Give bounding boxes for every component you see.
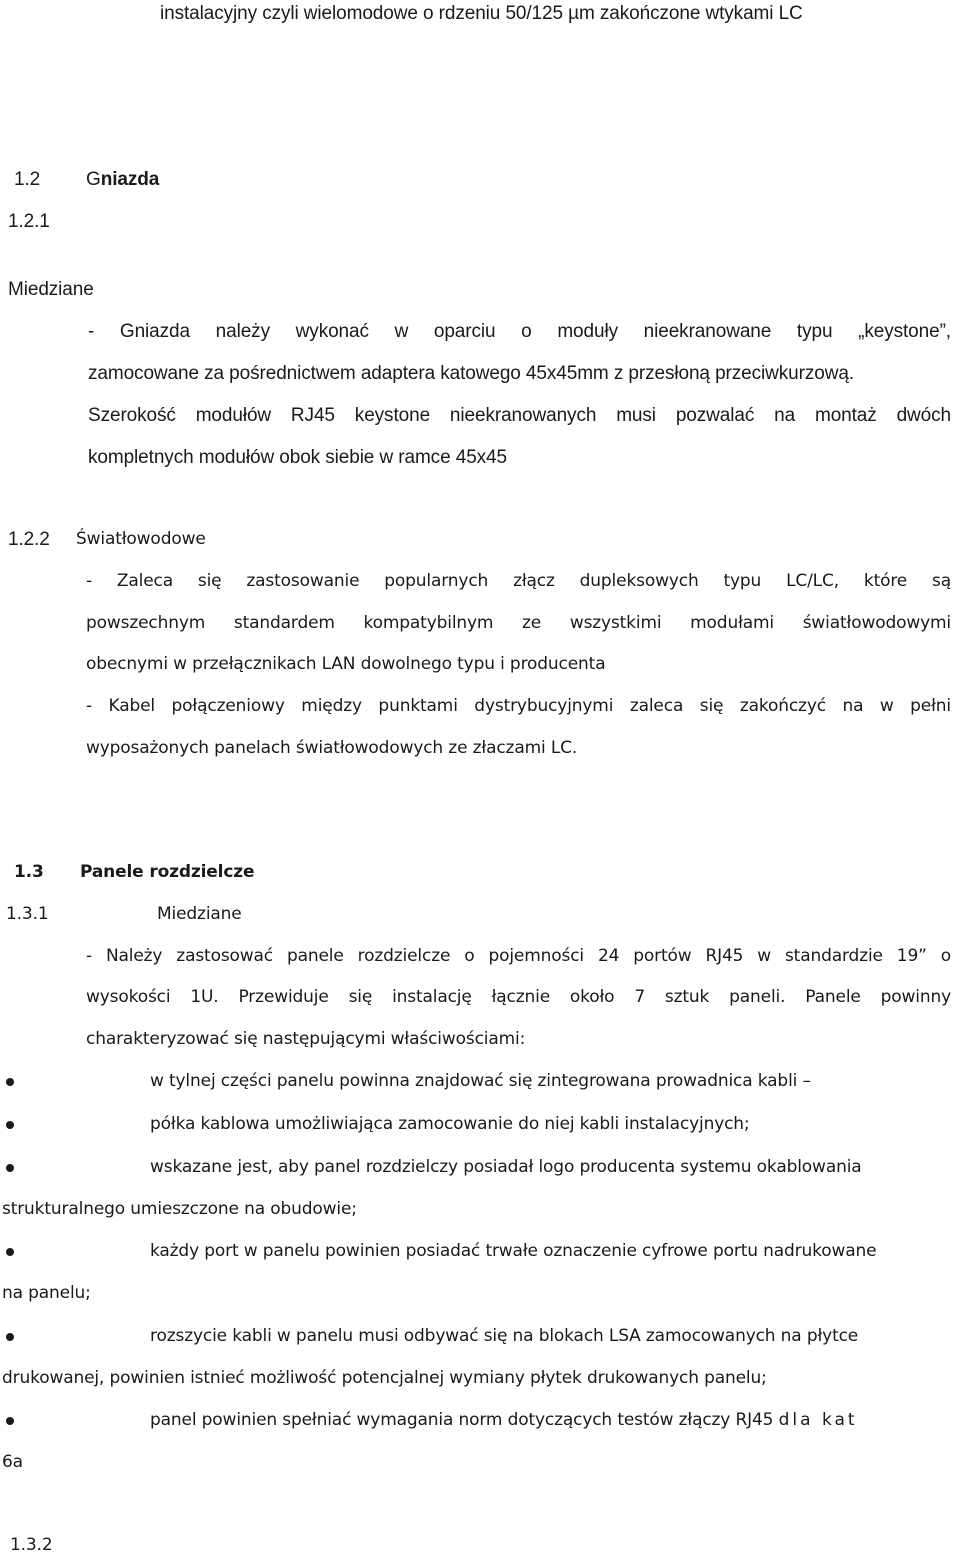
section-1-3-1-number: 1.3.1 [6, 904, 49, 924]
bullet-dot-1 [6, 1078, 14, 1086]
s121-para-line-2: zamocowane za pośrednictwem adaptera katowego 45x45mm z przesłoną przeciwkurzową. [88, 363, 855, 384]
s121-para-line-1: - Gniazda należy wykonać w oparciu o moduły nieekranowane typu „keystone”, [88, 321, 951, 342]
s131-para-line-1: - Należy zastosować panele rozdzielcze o pojemności 24 portów RJ45 w standardzie 19” o [86, 946, 951, 966]
bullet-dot-3 [6, 1164, 14, 1172]
s131-para-line-3: charakteryzować się następującymi właściwościami: [86, 1029, 526, 1049]
s122-para1-line-2: powszechnym standardem kompatybilnym ze wszystkimi modułami światłowodowymi [86, 613, 951, 633]
s122-para2-line-2: wyposażonych panelach światłowodowych ze złaczami LC. [86, 738, 578, 758]
section-1-2-title-rest: niazda [100, 169, 160, 190]
bullet-dot-6 [6, 1417, 14, 1425]
section-1-2-number: 1.2 [14, 169, 41, 190]
bullet-2-text: półka kablowa umożliwiająca zamocowanie do niej kabli instalacyjnych; [150, 1114, 750, 1134]
section-1-3-2-number: 1.3.2 [10, 1535, 53, 1555]
bullet-1-text: w tylnej części panelu powinna znajdować się zintegrowana prowadnica kabli – [150, 1071, 811, 1091]
s121-para-line-3: Szerokość modułów RJ45 keystone nieekranowanych musi pozwalać na montaż dwóch [88, 405, 951, 426]
section-1-2-2-number: 1.2.2 [8, 529, 50, 550]
section-1-2-title-first: G [86, 169, 101, 190]
s122-para2-line-1: - Kabel połączeniowy między punktami dystrybucyjnymi zaleca się zakończyć na w pełni [86, 696, 951, 716]
s131-para-line-2: wysokości 1U. Przewiduje się instalację łącznie około 7 sztuk paneli. Panele powinny [86, 987, 951, 1007]
bullet-dot-2 [6, 1121, 14, 1129]
section-1-3-title: Panele rozdzielcze [80, 862, 255, 882]
s122-para1-line-3: obecnymi w przełącznikach LAN dowolnego typu i producenta [86, 654, 606, 674]
section-1-2-2-title: Światłowodowe [76, 529, 206, 549]
bullet-6-continuation: 6a [2, 1452, 23, 1472]
bullet-5-text: rozszycie kabli w panelu musi odbywać się na blokach LSA zamocowanych na płytce [150, 1326, 859, 1346]
header-line: instalacyjny czyli wielomodowe o rdzeniu 50/125 µm zakończone wtykami LC [160, 3, 803, 24]
bullet-dot-4 [6, 1248, 14, 1256]
section-1-2-title [86, 170, 159, 189]
bullet-dot-5 [6, 1333, 14, 1341]
bullet-6-text-main: panel powinien spełniać wymagania norm dotyczących testów złączy RJ45 [150, 1410, 774, 1430]
s122-para1-line-1: - Zaleca się zastosowanie popularnych złącz dupleksowych typu LC/LC, które są [86, 571, 951, 591]
section-1-2-1-number: 1.2.1 [8, 211, 50, 232]
bullet-3-text: wskazane jest, aby panel rozdzielczy posiadał logo producenta systemu okablowania [150, 1157, 862, 1177]
s121-para-line-4: kompletnych modułów obok siebie w ramce 45x45 [88, 447, 507, 468]
bullet-5-continuation: drukowanej, powinien istnieć możliwość potencjalnej wymiany płytek drukowanych panelu; [2, 1368, 767, 1388]
bullet-3-continuation: strukturalnego umieszczone na obudowie; [2, 1199, 357, 1219]
bullet-4-continuation: na panelu; [2, 1283, 91, 1303]
bullet-6-text-spaced: dla kat [778, 1410, 858, 1430]
section-1-3-number: 1.3 [14, 862, 44, 882]
section-1-2-1-title: Miedziane [8, 279, 94, 300]
section-1-3-1-title: Miedziane [157, 904, 242, 924]
bullet-6-text [150, 1412, 858, 1429]
bullet-4-text: każdy port w panelu powinien posiadać trwałe oznaczenie cyfrowe portu nadrukowane [150, 1241, 877, 1261]
